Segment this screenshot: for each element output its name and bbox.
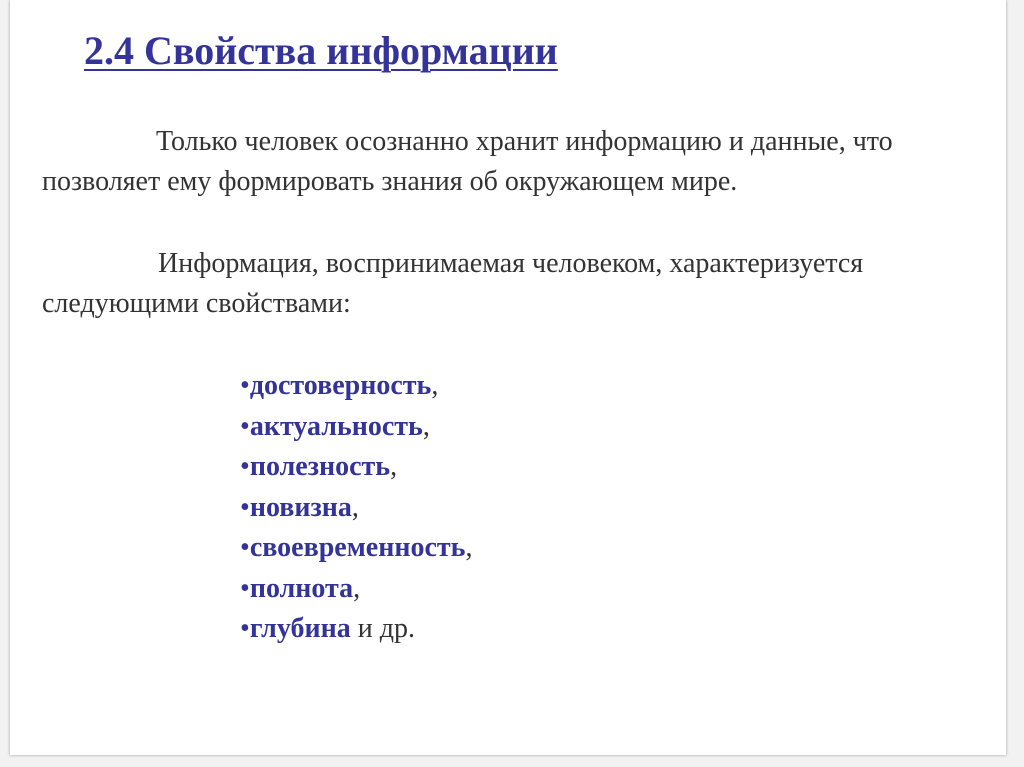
property-term: своевременность (249, 532, 466, 563)
bullet-icon: • (240, 491, 250, 523)
bullet-icon: • (240, 451, 250, 482)
properties-lead-text: Информация, воспринимаемая человеком, характеризуется следующими свойствами: (42, 248, 864, 319)
property-term: новизна (249, 491, 352, 523)
slide (10, 0, 1006, 755)
property-term: глубина (249, 613, 351, 644)
intro-paragraph (42, 122, 1002, 202)
property-suffix: , (351, 491, 359, 523)
property-suffix: , (390, 451, 398, 482)
bullet-icon: • (240, 572, 250, 604)
list-item (240, 407, 472, 448)
properties-lead-paragraph (42, 244, 1002, 324)
list-item (240, 488, 472, 529)
property-suffix: , (422, 410, 430, 442)
property-suffix: , (431, 370, 439, 401)
property-term: полезность (249, 451, 391, 482)
property-suffix: , (353, 572, 361, 604)
list-item (240, 528, 472, 569)
bullet-icon: • (240, 370, 250, 401)
property-term: актуальность (249, 410, 423, 442)
list-item (240, 609, 472, 650)
property-term: достоверность (249, 370, 432, 401)
properties-list (240, 366, 472, 650)
property-term: полнота (249, 572, 354, 604)
intro-paragraph-text: Только человек осознанно хранит информацию и данные, что позволяет ему формировать знания об окружающем мире. (42, 126, 893, 197)
list-item (240, 569, 472, 610)
bullet-icon: • (240, 532, 250, 563)
bullet-icon: • (240, 613, 250, 644)
list-item (240, 447, 472, 488)
property-suffix: и др. (350, 613, 415, 644)
bullet-icon: • (240, 410, 250, 442)
property-suffix: , (465, 532, 473, 563)
slide-title: 2.4 Свойства информации (84, 28, 558, 73)
list-item (240, 366, 472, 407)
